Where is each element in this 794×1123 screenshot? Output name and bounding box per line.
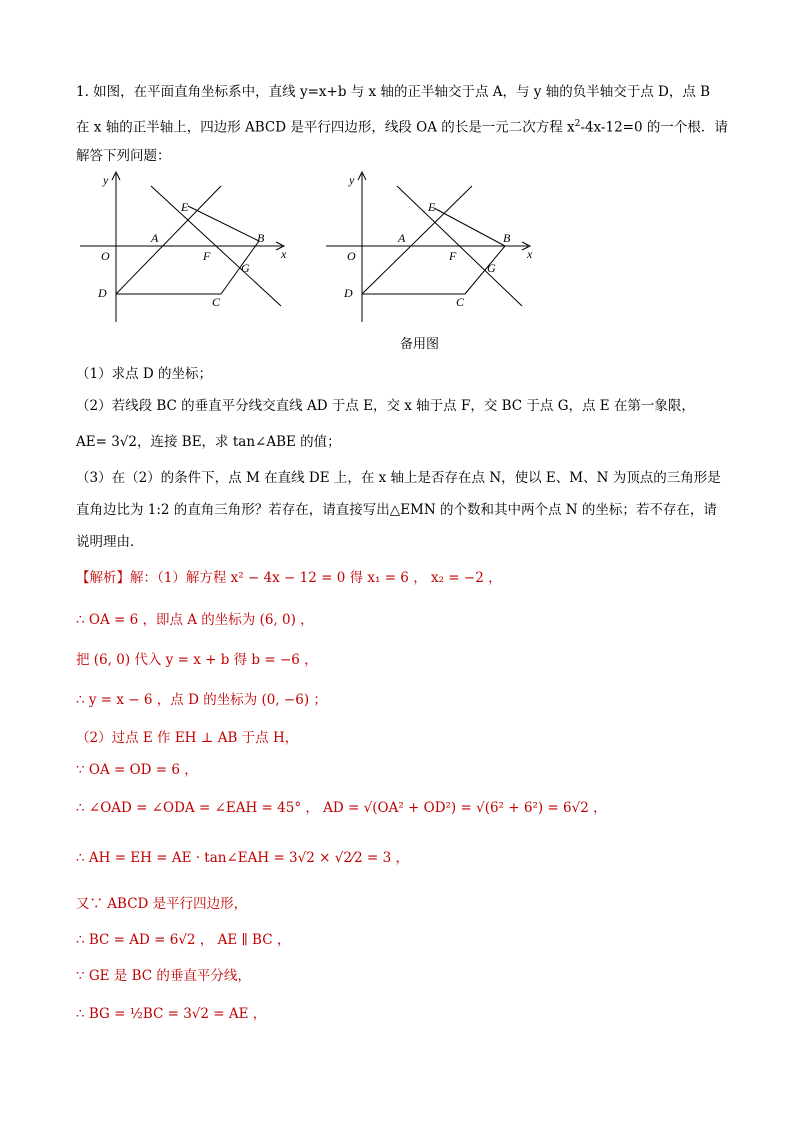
question-3-line-2: 直角边比为 1:2 的直角三角形？若存在，请直接写出△EMN 的个数和其中两个点 N 的坐标；若不存在，请 [76,502,717,518]
label-e: E [181,200,189,214]
label-c-2: C [456,295,465,309]
label-c: C [212,295,221,309]
solution-line-1: 【解析】解：（1）解方程 x² − 4x − 12 = 0 得 x₁ = 6 ， x₂ = −2 ， [76,570,502,586]
solution-line-2: ∴ OA = 6 ，即点 A 的坐标为 (6, 0) ， [76,612,314,628]
solution-line-7: ∴ ∠OAD = ∠ODA = ∠EAH = 45° ， AD = √(OA² + OD²) = √(6² + 6²) = 6√2 ， [76,800,607,816]
question-2-line-2: AE= 3√2，连接 BE，求 tan∠ABE 的值； [76,434,341,450]
label-a-2: A [398,231,406,245]
solution-line-4: ∴ y = x − 6 ，点 D 的坐标为 (0, −6) ； [76,692,327,708]
analysis-tag: 【解析】 [76,570,130,586]
label-x: x [281,247,287,261]
label-e-2: E [428,200,436,214]
solution-line-9: 又∵ ABCD 是平行四边形， [76,896,248,912]
label-f-2: F [449,249,457,263]
question-2-line-1: （2）若线段 BC 的垂直平分线交直线 AD 于点 E，交 x 轴于点 F，交 BC 于点 G，点 E 在第一象限， [76,398,695,414]
label-f: F [203,249,211,263]
solution-line-6: ∵ OA = OD = 6 ， [76,762,198,778]
question-1: （1）求点 D 的坐标； [76,366,212,382]
label-y-2: y [349,173,355,187]
problem-line-3: 解答下列问题： [76,148,171,164]
figure-main [76,168,296,328]
question-3-line-1: （3）在（2）的条件下，点 M 在直线 DE 上，在 x 轴上是否存在点 N，使以 E、M、N 为顶点的三角形是 [76,470,721,486]
problem-line-1: 1. 如图，在平面直角坐标系中，直线 y=x+b 与 x 轴的正半轴交于点 A，与 y 轴的负半轴交于点 D，点 B [76,84,711,100]
label-d: D [98,286,107,300]
solution-line-10: ∴ BC = AD = 6√2 ， AE ∥ BC ， [76,932,291,948]
figure-caption: 备用图 [400,337,440,352]
label-d-2: D [344,286,353,300]
label-g-2: G [487,261,496,275]
label-o: O [101,249,110,263]
solution-line-12: ∴ BG = ½BC = 3√2 = AE ， [76,1006,267,1022]
label-x-2: x [527,247,533,261]
solution-line-8: ∴ AH = EH = AE · tan∠EAH = 3√2 × √2⁄2 = 3 ， [76,850,410,866]
label-a: A [151,231,159,245]
figure-spare [322,168,542,328]
question-3-line-3: 说明理由． [76,534,144,550]
label-o-2: O [347,249,356,263]
label-b-2: B [503,231,511,245]
label-b: B [257,231,265,245]
solution-line-11: ∵ GE 是 BC 的垂直平分线， [76,968,251,984]
label-y: y [103,173,109,187]
problem-line-2: 在 x 轴的正半轴上，四边形 ABCD 是平行四边形，线段 OA 的长是一元二次方程 $x^2-4x-12=0$ 的一个根．请 [76,119,728,136]
solution-line-5: （2）过点 E 作 EH ⊥ AB 于点 H， [76,730,299,746]
label-g: G [241,261,250,275]
solution-line-3: 把 (6, 0) 代入 y = x + b 得 b = −6 ， [76,652,318,668]
